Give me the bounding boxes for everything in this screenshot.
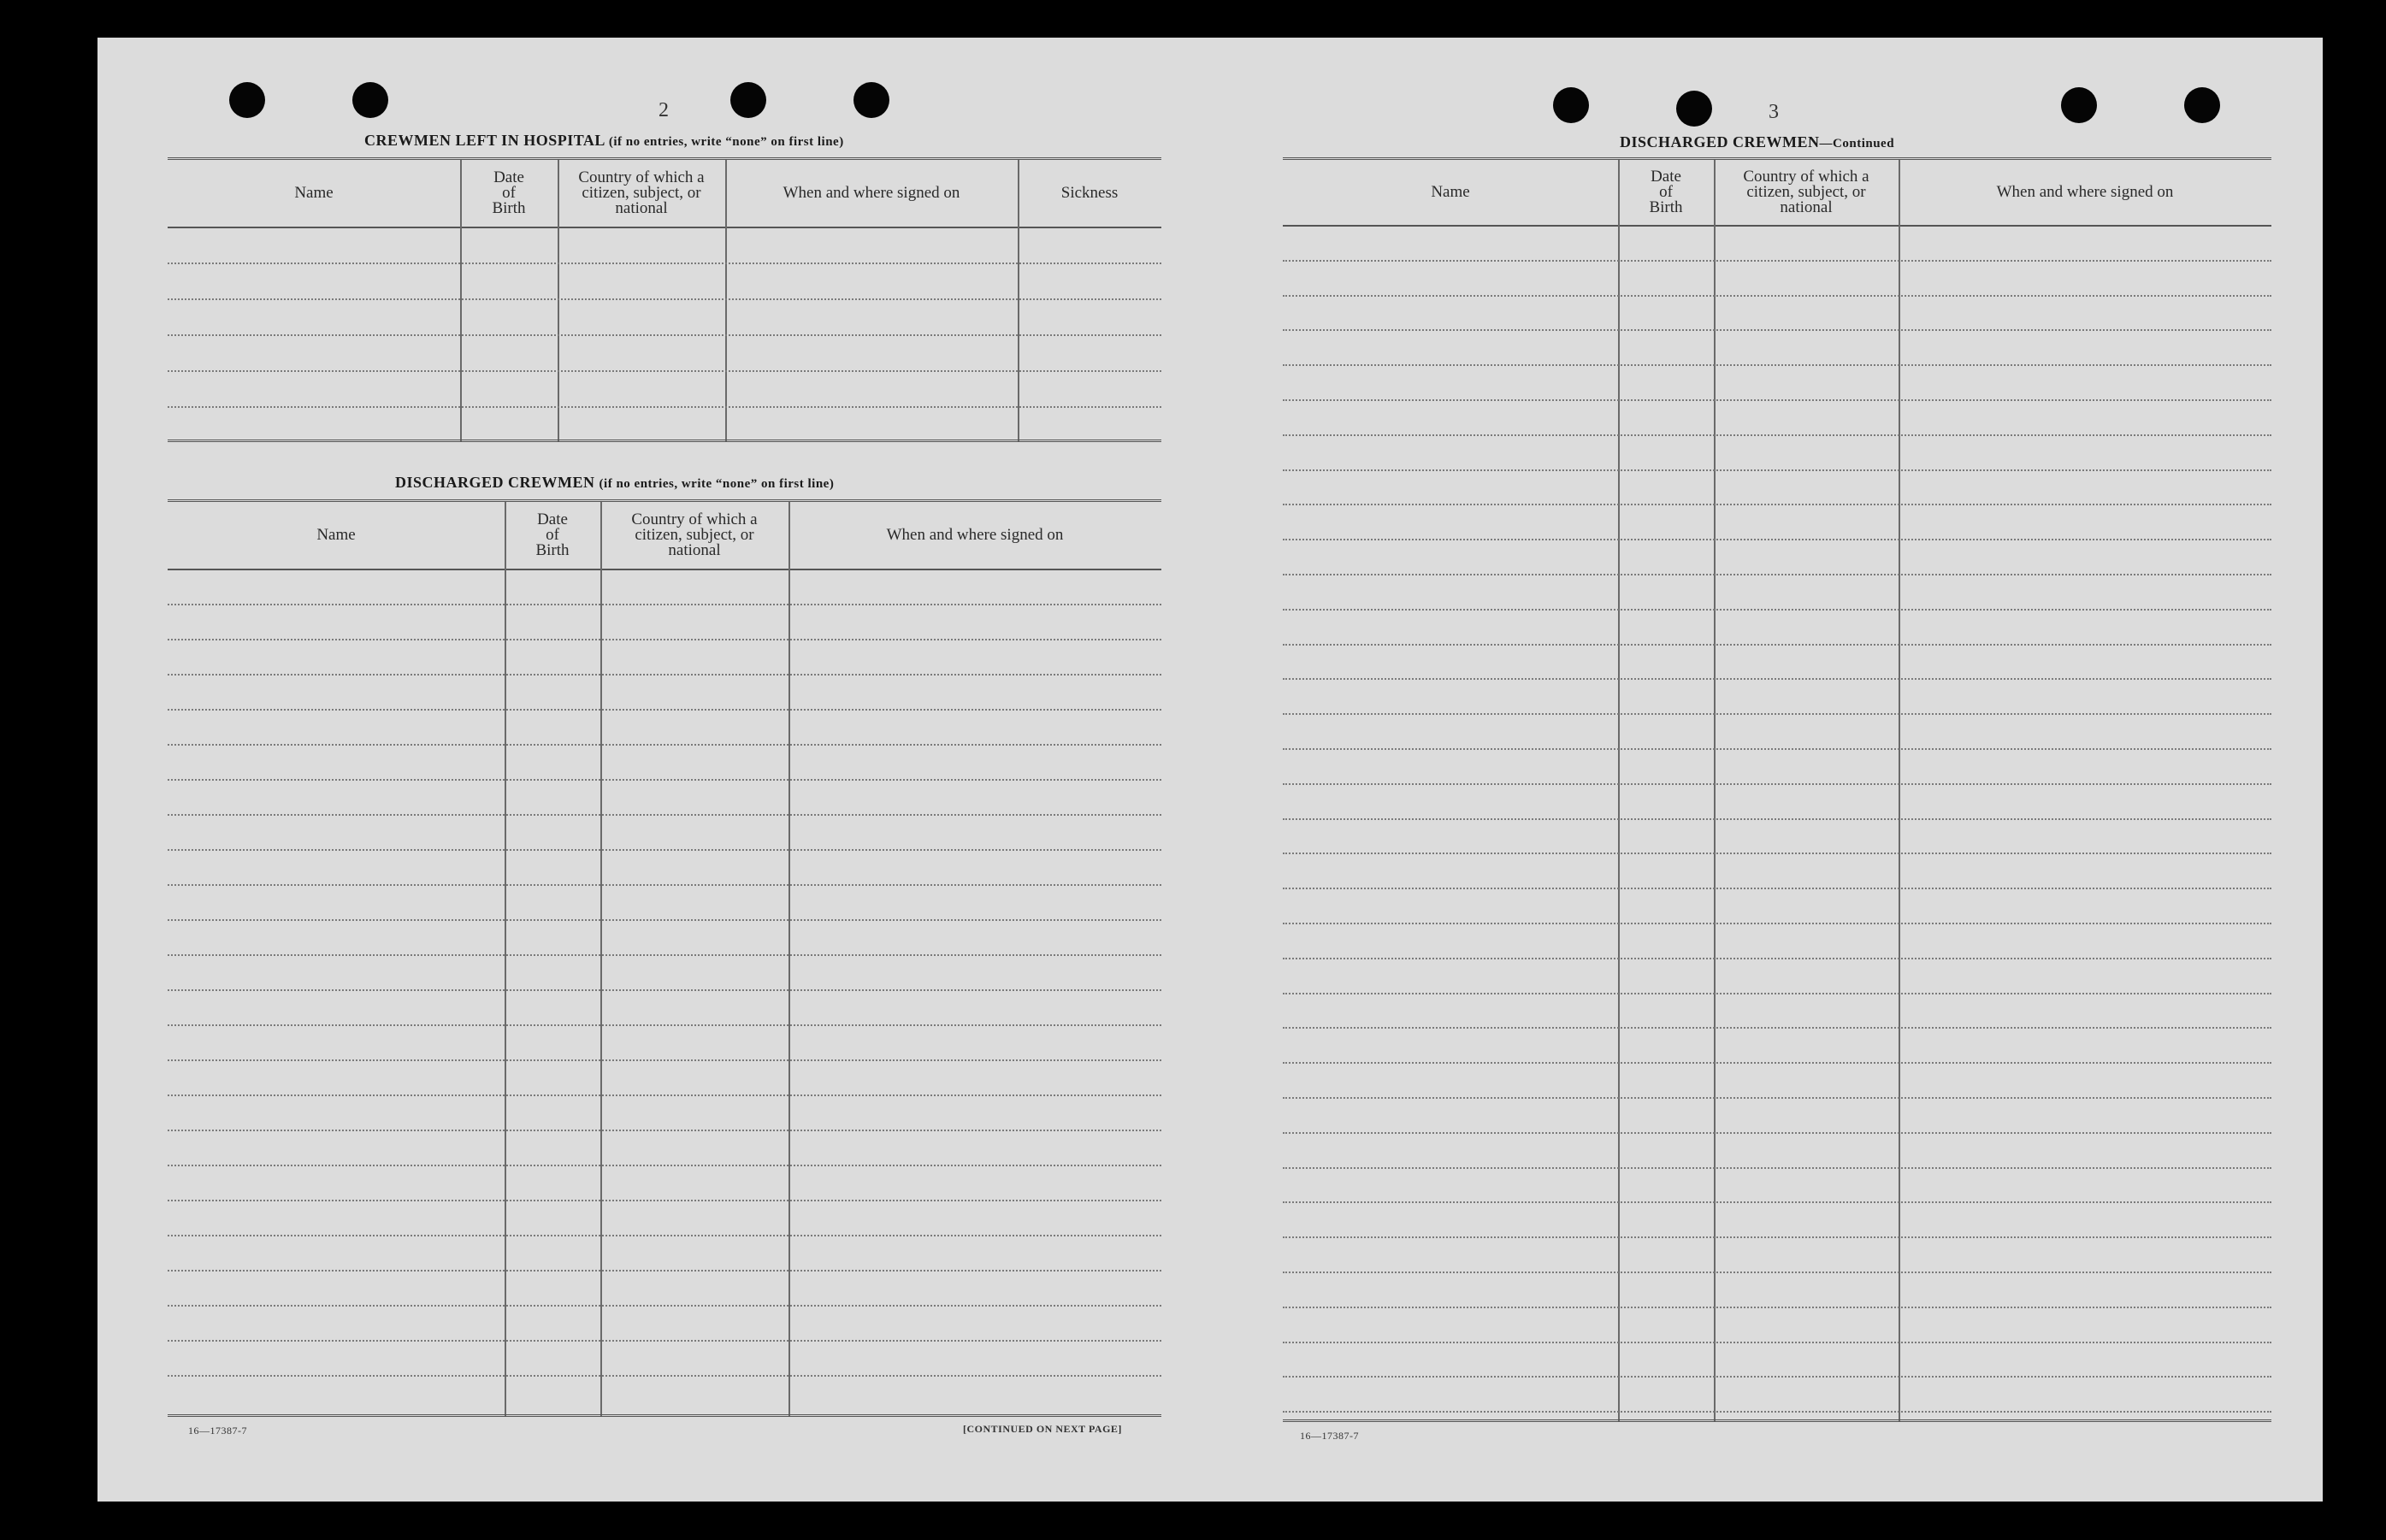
form-sheet <box>97 38 2323 1502</box>
entry-line <box>168 639 1161 640</box>
entry-line <box>168 779 1161 781</box>
entry-line <box>1283 1376 2271 1378</box>
discharged-continued-title-text: DISCHARGED CREWMEN <box>1620 133 1820 150</box>
col-signed-on-header: When and where signed on <box>886 526 1064 544</box>
discharged-continued-title <box>1620 133 1894 151</box>
punch-hole <box>1553 87 1589 123</box>
col-country-header: Country of which a citizen, subject, or national <box>1743 168 1869 216</box>
punch-hole <box>2184 87 2220 123</box>
entry-line <box>1283 818 2271 820</box>
punch-hole <box>853 82 889 118</box>
entry-line <box>1283 434 2271 436</box>
col-sickness-header: Sickness <box>1060 184 1119 202</box>
punch-hole <box>2061 87 2097 123</box>
entry-line <box>168 814 1161 816</box>
hospital-instruction: (if no entries, write “none” on first line) <box>608 135 844 149</box>
entry-line <box>1283 1307 2271 1308</box>
punch-hole <box>352 82 388 118</box>
discharged-continued-table-header <box>1283 160 2271 227</box>
entry-line <box>168 334 1161 336</box>
entry-line <box>1283 295 2271 297</box>
entry-line <box>1283 574 2271 575</box>
col-name-header: Name <box>1431 183 1470 201</box>
entry-line <box>1283 713 2271 715</box>
entry-line <box>1283 469 2271 471</box>
col-dob-header: Date of Birth <box>1649 168 1683 216</box>
entry-line <box>1283 399 2271 401</box>
entry-line <box>168 709 1161 711</box>
entry-line <box>1283 364 2271 366</box>
entry-line <box>168 1270 1161 1272</box>
entry-line <box>168 1059 1161 1061</box>
col-name-header: Name <box>294 184 334 202</box>
entry-line <box>168 370 1161 372</box>
entry-line <box>1283 993 2271 994</box>
entry-line <box>168 849 1161 851</box>
discharged-table <box>168 499 1161 1417</box>
discharged-continued-table <box>1283 157 2271 1422</box>
entry-line <box>168 406 1161 408</box>
entry-line <box>1283 329 2271 331</box>
entry-line <box>1283 1272 2271 1273</box>
entry-line <box>1283 609 2271 611</box>
punch-hole <box>730 82 766 118</box>
punch-hole <box>1676 91 1712 127</box>
col-dob-header: Date of Birth <box>492 168 526 217</box>
hospital-table-header <box>168 160 1161 228</box>
entry-line <box>168 919 1161 921</box>
entry-line <box>168 1375 1161 1377</box>
entry-line <box>168 954 1161 956</box>
entry-line <box>1283 1027 2271 1029</box>
discharged-title-text: DISCHARGED CREWMEN <box>395 474 595 491</box>
entry-line <box>1283 853 2271 854</box>
entry-line <box>168 989 1161 991</box>
entry-line <box>168 1340 1161 1342</box>
entry-line <box>1283 1097 2271 1099</box>
col-dob-header: Date of Birth <box>535 510 570 559</box>
entry-line <box>1283 644 2271 646</box>
continued-suffix: —Continued <box>1819 137 1895 150</box>
entry-line <box>1283 1201 2271 1203</box>
entry-line <box>168 1130 1161 1131</box>
discharged-instruction: (if no entries, write “none” on first line) <box>599 477 835 491</box>
entry-line <box>1283 1062 2271 1064</box>
entry-line <box>168 884 1161 886</box>
entry-line <box>1283 958 2271 959</box>
continued-note: [CONTINUED ON NEXT PAGE] <box>963 1423 1122 1435</box>
entry-line <box>168 1235 1161 1236</box>
hospital-table <box>168 157 1161 442</box>
discharged-section-title <box>395 474 834 492</box>
entry-line <box>168 1024 1161 1026</box>
entry-line <box>1283 678 2271 680</box>
entry-line <box>1283 783 2271 785</box>
entry-line <box>168 744 1161 746</box>
entry-line <box>1283 923 2271 924</box>
entry-line <box>1283 1342 2271 1343</box>
form-code-right: 16—17387-7 <box>1300 1430 1359 1442</box>
entry-line <box>1283 1411 2271 1413</box>
col-signed-on-header: When and where signed on <box>1996 183 2174 201</box>
entry-line <box>1283 1132 2271 1134</box>
form-code-left: 16—17387-7 <box>188 1425 247 1437</box>
entry-line <box>1283 539 2271 540</box>
entry-line <box>168 1095 1161 1096</box>
hospital-section-title <box>364 132 844 150</box>
discharged-table-header <box>168 502 1161 570</box>
entry-line <box>1283 504 2271 505</box>
col-country-header: Country of which a citizen, subject, or national <box>578 168 705 217</box>
entry-line <box>168 604 1161 605</box>
entry-line <box>168 263 1161 264</box>
entry-line <box>1283 1167 2271 1169</box>
entry-line <box>168 1165 1161 1166</box>
entry-line <box>168 298 1161 300</box>
page-number-left: 2 <box>659 99 669 121</box>
entry-line <box>1283 260 2271 262</box>
entry-line <box>168 674 1161 676</box>
col-country-header: Country of which a citizen, subject, or national <box>631 510 758 559</box>
col-signed-on-header: When and where signed on <box>783 184 960 202</box>
punch-hole <box>229 82 265 118</box>
entry-line <box>168 1200 1161 1201</box>
entry-line <box>1283 748 2271 750</box>
col-name-header: Name <box>316 526 356 544</box>
entry-line <box>1283 888 2271 889</box>
hospital-title-text: CREWMEN LEFT IN HOSPITAL <box>364 132 605 149</box>
page-number-right: 3 <box>1769 101 1779 123</box>
entry-line <box>168 1305 1161 1307</box>
entry-line <box>1283 1236 2271 1238</box>
